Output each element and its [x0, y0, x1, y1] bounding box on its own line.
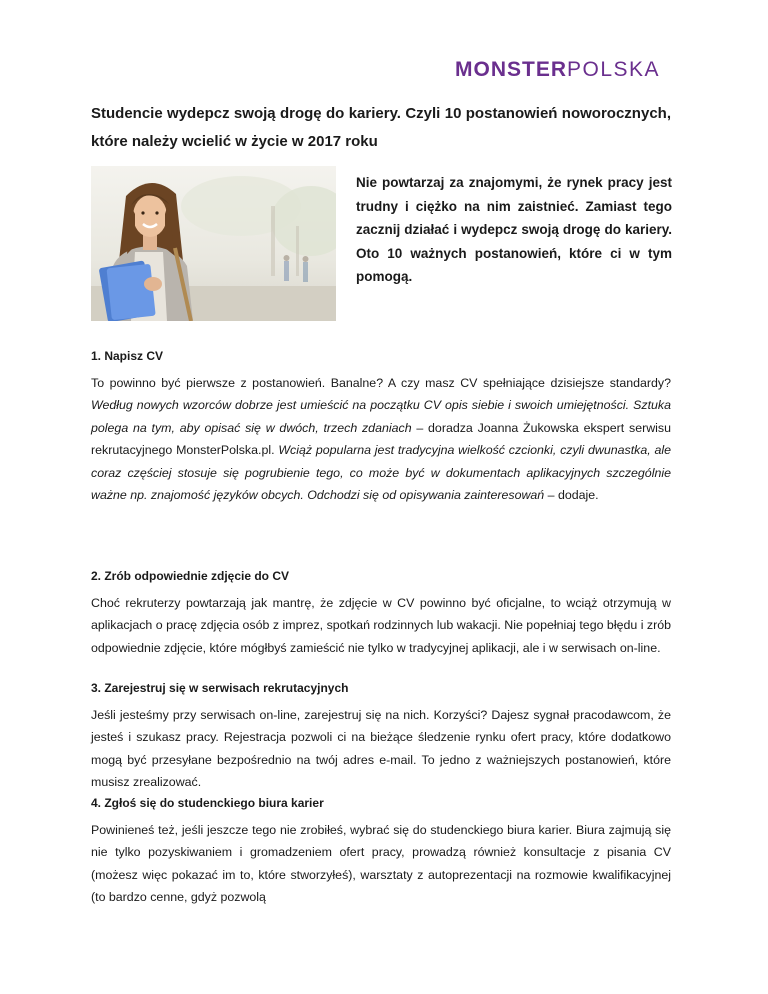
article-lead: Nie powtarzaj za znajomymi, że rynek pracy jest trudny i ciężko na nim zaistnieć. Zamiast tego zacznij działać i wydepcz swoją drogę do kariery. Oto 10 ważnych postanowień, które ci w tym pomogą.	[356, 175, 672, 284]
section-body	[91, 372, 671, 506]
article-title: Studencie wydepcz swoją drogę do kariery. Czyli 10 postanowień noworocznych, które należy wcielić w życie w 2017 roku	[91, 105, 671, 150]
section-biuro-karier	[91, 795, 671, 909]
quote-text: Wciąż popularna jest tradycyjna wielkość czcionki, czyli dwunastka, ale coraz częściej stosuje się pogrubienie tego, co może być w dokumentach aplikacyjnych szczególnie ważne np. znajomość języków obcych. Odchodzi się od opisywania zainteresowań	[91, 443, 672, 503]
body-text: – dodaje.	[544, 488, 599, 503]
student-photo-illustration	[91, 166, 336, 321]
student-photo	[91, 166, 336, 321]
body-text: To powinno być pierwsze z postanowień. Banalne? A czy masz CV spełniające dzisiejsze standardy?	[91, 376, 671, 390]
logo-text-polska: POLSKA	[567, 58, 661, 81]
quote-text: Według nowych wzorców dobrze jest umieścić na początku CV opis siebie i swoich umiejętności. Sztuka polega na tym, aby opisać się w dwóch, trzech zdaniach	[91, 398, 671, 435]
section-heading: 1. Napisz CV	[91, 349, 164, 363]
monster-polska-logo	[455, 58, 660, 82]
section-body: Jeśli jesteśmy przy serwisach on-line, zarejestruj się na nich. Korzyści? Dajesz sygnał pracodawcom, że jesteś i szukasz pracy. Rejestracja pozwoli ci na bieżące śledzenie rynku ofert pracy, które dodatkowo mogą być przesyłane bezpośrednio na twój adres e-mail. To jedno z ważniejszych postanowień, które musisz zrealizować.	[91, 708, 671, 790]
logo-text-monster: MONSTER	[455, 58, 567, 81]
section-body: Powinieneś też, jeśli jeszcze tego nie zrobiłeś, wybrać się do studenckiego biura karier. Biura zajmują się nie tylko pozyskiwaniem i gromadzeniem ofert pracy, prowadzą również konsultacje z pisania CV (możesz więc pokazać im to, które stworzyłeś), warsztaty z autoprezentacji na rozmowie kwalifikacyjnej (to bardzo cenne, gdyż pozwolą	[91, 823, 671, 905]
section-body: Choć rekruterzy powtarzają jak mantrę, że zdjęcie w CV powinno być oficjalne, to wciąż otrzymują w aplikacjach o pracę zdjęcia osób z imprez, spotkań rodzinnych lub wakacji. Nie popełniaj tego błędu i zrób odpowiednie zdjęcie, które mógłbyś zamieścić nie tylko w tradycyjnej aplikacji, ale i w serwisach on-line.	[91, 596, 671, 655]
section-zdjecie-cv	[91, 568, 671, 659]
section-heading: 4. Zgłoś się do studenckiego biura karier	[91, 796, 324, 810]
section-napisz-cv	[91, 348, 671, 506]
section-heading: 2. Zrób odpowiednie zdjęcie do CV	[91, 569, 290, 583]
section-heading: 3. Zarejestruj się w serwisach rekrutacyjnych	[91, 681, 349, 695]
section-serwisy-rekrutacyjne	[91, 680, 671, 794]
body-text: – doradza Joanna Żukowska ekspert serwisu rekrutacyjnego MonsterPolska.pl.	[91, 420, 671, 458]
